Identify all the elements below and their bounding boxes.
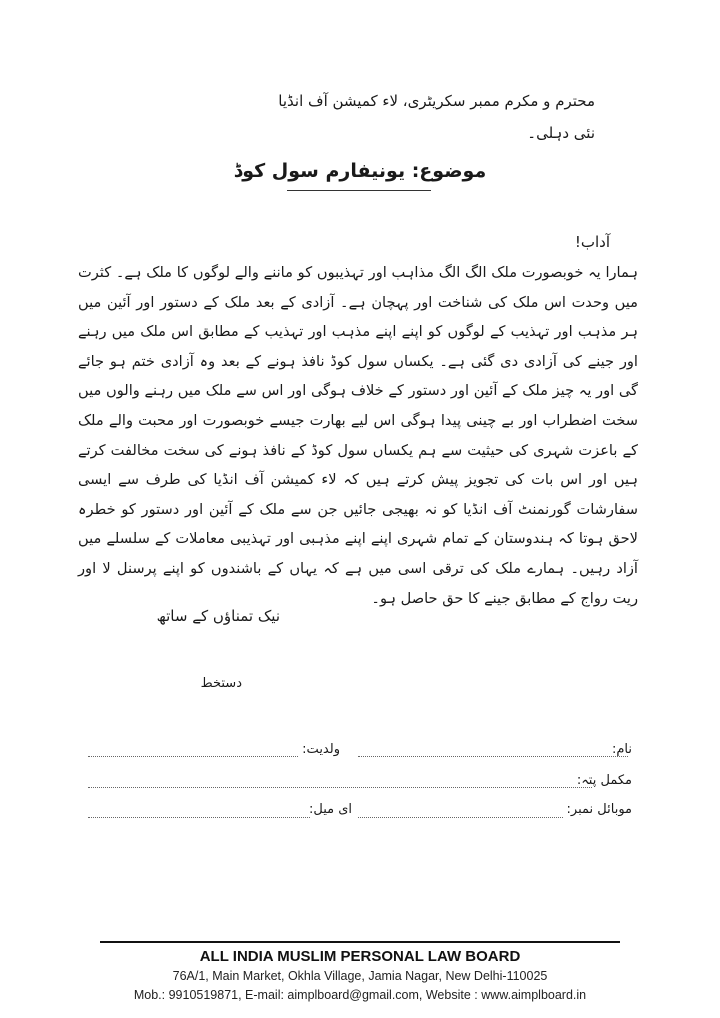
footer-address: 76A/1, Main Market, Okhla Village, Jamia Nagar, New Delhi-110025 [172,969,548,983]
mobile-field[interactable] [358,817,563,818]
subject-underline [287,190,431,191]
closing-line: نیک تمناؤں کے ساتھ [156,607,280,625]
body-paragraph: ہمارا یہ خوبصورت ملک الگ الگ مذاہب اور تہذیبوں کو ماننے والے لوگوں کا ملک ہے۔ کثرت میں وحدت اس ملک کی شناخت اور پہچان ہے۔ آزادی کے بعد ملک کے دستور اور آئین میں ہر مذہب اور تہذیب کے لوگوں کو اپنے اپنے مذہب اور تہذیب کے مطابق اس ملک میں رہنے اور جینے کی آزادی دی گئی ہے۔ یکساں سول کوڈ نافذ ہونے کے بعد وہ آزادی ختم ہو جائے گی اور یہ چیز ملک کے آئین اور دستور کے خلاف ہوگی اور اس سے ملک میں رہنے والوں میں سخت اضطراب اور بے چینی پیدا ہوگی اس لیے بھارت جیسے خوبصورت اور محبت والے ملک کے باعزت شہری کی حیثیت سے ہم یکساں سول کوڈ کے نافذ ہونے کی سخت مخالفت کرتے ہیں اور اس بات کی تجویز پیش کرتے ہیں کہ لاء کمیشن آف انڈیا کی طرف سے ایسی سفارشات گورنمنٹ آف انڈیا کو نہ بھیجی جائیں جن سے ملک کے آئین اور دستور کو خطرہ لاحق ہوتا کہ ہندوستان کے تمام شہری اپنے اپنے مذہبی اور تہذیبی معاملات کے سلسلے میں آزاد رہیں۔ ہمارے ملک کی ترقی اسی میں ہے کہ یہاں کے باشندوں کو اپنے پرسنل لا اور ریت رواج کے مطابق جینے کا حق حاصل ہو۔ [78,264,638,607]
footer-contact: Mob.: 9910519871, E-mail: aimplboard@gmail.com, Website : www.aimplboard.in [133,988,587,1002]
recipient-line: محترم و مکرم ممبر سکریٹری، لاء کمیشن آف انڈیا [278,92,595,110]
footer-divider [100,941,620,943]
subject-heading [0,160,720,182]
signature-label: دستخط [200,676,242,691]
parentage-label: ولدیت: [302,742,340,757]
email-field[interactable] [88,817,310,818]
email-label: ای میل: [308,802,352,817]
address-field[interactable] [88,787,592,788]
greeting: آداب! [574,233,610,251]
city-line: نئی دہلی۔ [527,124,595,142]
address-label: مکمل پتہ: [576,773,632,788]
footer-org-name: ALL INDIA MUSLIM PERSONAL LAW BOARD [199,948,521,965]
name-field[interactable] [358,756,628,757]
subject-text: موضوع: یونیفارم سول کوڈ [233,160,487,182]
name-label: نام: [611,742,632,757]
mobile-label: موبائل نمبر: [566,802,632,817]
parentage-field[interactable] [88,756,298,757]
